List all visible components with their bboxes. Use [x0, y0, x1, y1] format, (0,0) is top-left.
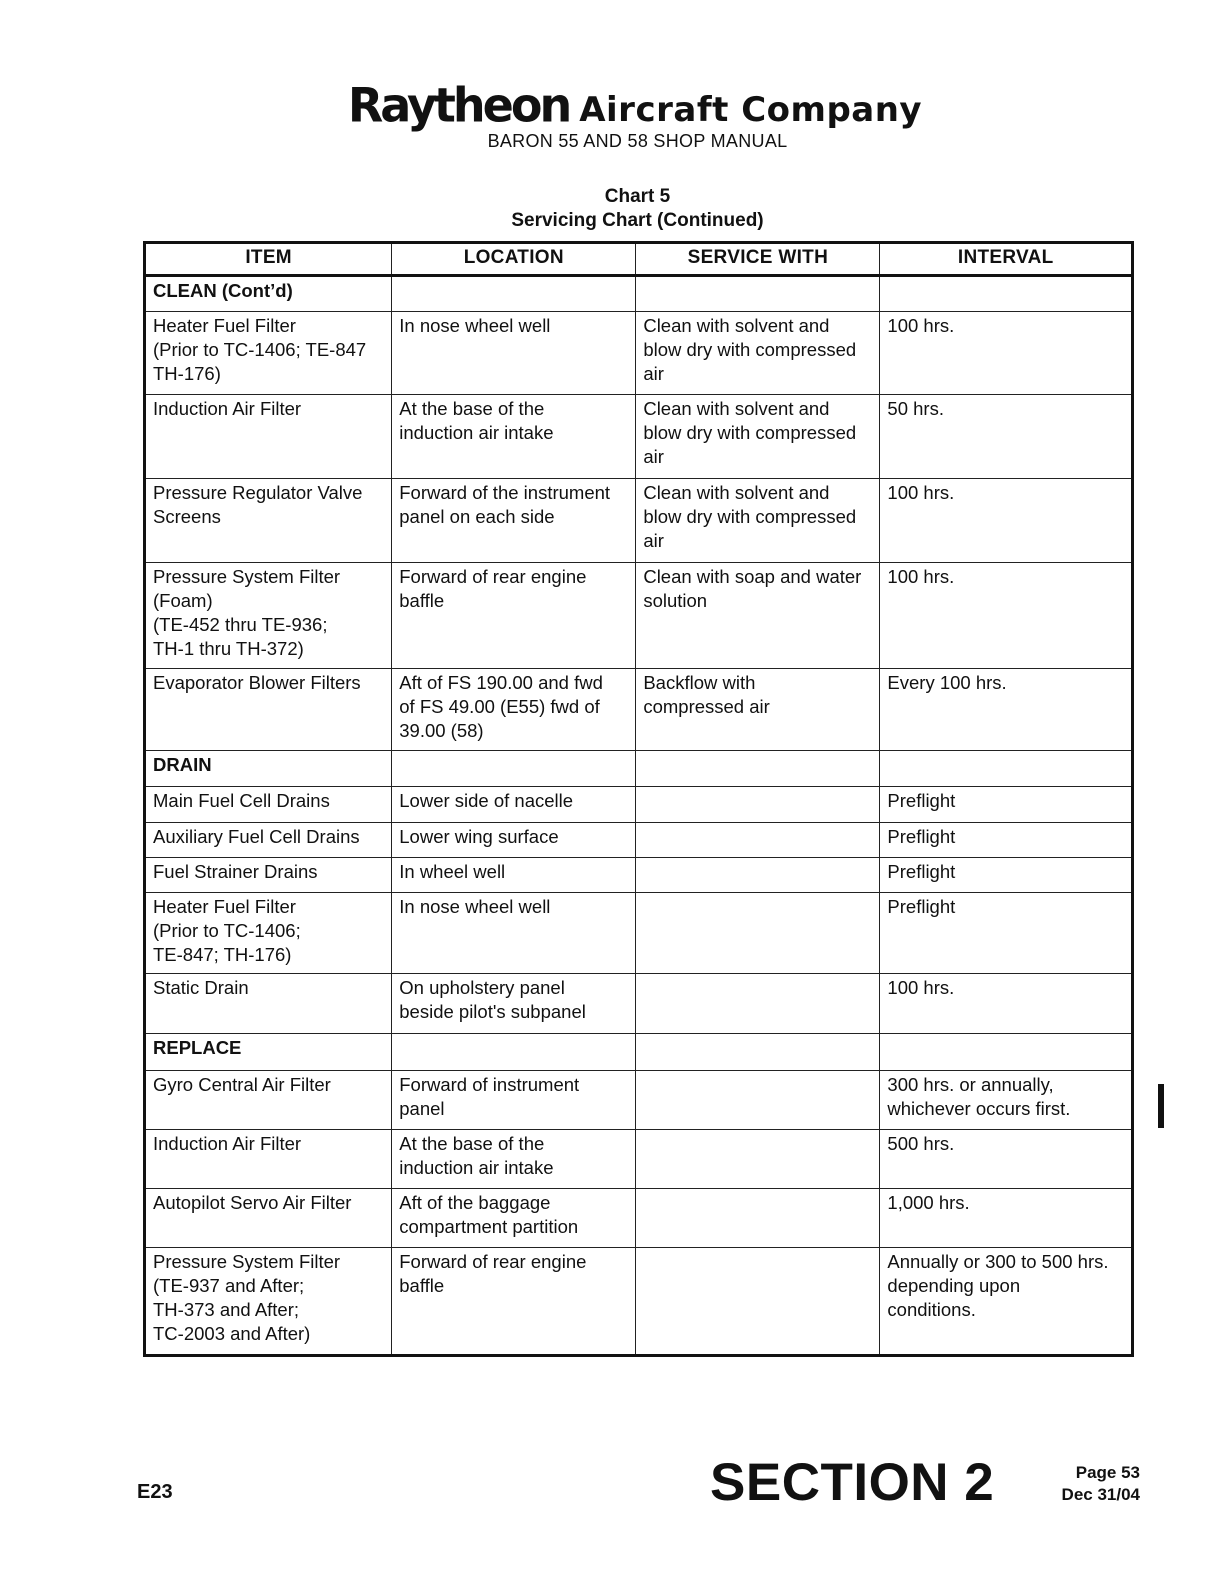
cell-interval: 300 hrs. or annually, whichever occurs first. [880, 1071, 1133, 1130]
cell-item: Auxiliary Fuel Cell Drains [145, 823, 392, 858]
cell-interval: 500 hrs. [880, 1130, 1133, 1189]
cell-item: Pressure System Filter (Foam) (TE-452 thru TE-936; TH-1 thru TH-372) [145, 563, 392, 669]
cell-interval: 100 hrs. [880, 312, 1133, 395]
footer-date: Dec 31/04 [1061, 1485, 1140, 1504]
cell-interval: 100 hrs. [880, 479, 1133, 563]
cell-item: Induction Air Filter [145, 395, 392, 479]
column-header-interval: INTERVAL [880, 243, 1133, 276]
table-row [145, 1071, 1133, 1130]
cell-item: Pressure System Filter (TE-937 and After; TH-373 and After; TC-2003 and After) [145, 1248, 392, 1356]
cell-item: Heater Fuel Filter (Prior to TC-1406; TE-847 TH-176) [145, 312, 392, 395]
cell-location: At the base of the induction air intake [392, 395, 636, 479]
cell-location: Forward of rear engine baffle [392, 563, 636, 669]
cell-service-with [636, 751, 880, 787]
cell-interval: Annually or 300 to 500 hrs. depending upon conditions. [880, 1248, 1133, 1356]
section-row [145, 276, 1133, 312]
column-header-service-with: SERVICE WITH [636, 243, 880, 276]
cell-interval: Preflight [880, 787, 1133, 823]
cell-location: On upholstery panel beside pilot's subpanel [392, 974, 636, 1034]
cell-interval: Preflight [880, 823, 1133, 858]
cell-interval: Every 100 hrs. [880, 669, 1133, 751]
table-row [145, 787, 1133, 823]
cell-interval: 100 hrs. [880, 563, 1133, 669]
table-row [145, 858, 1133, 893]
cell-interval: Preflight [880, 893, 1133, 974]
table-row [145, 1130, 1133, 1189]
cell-item: Gyro Central Air Filter [145, 1071, 392, 1130]
table-row [145, 823, 1133, 858]
cell-location: In nose wheel well [392, 312, 636, 395]
cell-location: Forward of the instrument panel on each side [392, 479, 636, 563]
cell-item: Main Fuel Cell Drains [145, 787, 392, 823]
cell-service-with [636, 823, 880, 858]
cell-item: Autopilot Servo Air Filter [145, 1189, 392, 1248]
cell-service-with [636, 1248, 880, 1356]
revision-change-bar [1158, 1084, 1164, 1128]
table-header-row [145, 243, 1133, 276]
cell-service-with [636, 1130, 880, 1189]
cell-service-with [636, 1189, 880, 1248]
cell-location: Lower wing surface [392, 823, 636, 858]
cell-location [392, 751, 636, 787]
cell-location [392, 1034, 636, 1071]
cell-location: Lower side of nacelle [392, 787, 636, 823]
chart-title: Servicing Chart (Continued) [511, 210, 764, 231]
cell-location: Forward of instrument panel [392, 1071, 636, 1130]
cell-location: In wheel well [392, 858, 636, 893]
cell-interval: 1,000 hrs. [880, 1189, 1133, 1248]
cell-service-with [636, 893, 880, 974]
cell-location [392, 276, 636, 312]
cell-service-with [636, 1071, 880, 1130]
brand-name: Raytheon [347, 77, 570, 133]
cell-item: Pressure Regulator Valve Screens [145, 479, 392, 563]
cell-item: DRAIN [145, 751, 392, 787]
company-logo [0, 78, 1220, 132]
cell-location: At the base of the induction air intake [392, 1130, 636, 1189]
cell-location: Forward of rear engine baffle [392, 1248, 636, 1356]
table-row [145, 1248, 1133, 1356]
footer-section: SECTION 2 [710, 1453, 995, 1512]
cell-item: Heater Fuel Filter (Prior to TC-1406; TE-847; TH-176) [145, 893, 392, 974]
cell-interval: 50 hrs. [880, 395, 1133, 479]
cell-location: Aft of FS 190.00 and fwd of FS 49.00 (E55) fwd of 39.00 (58) [392, 669, 636, 751]
footer-page-number: Page 53 [1075, 1463, 1140, 1482]
cell-item: CLEAN (Cont’d) [145, 276, 392, 312]
chart-number: Chart 5 [604, 186, 671, 207]
cell-service-with: Clean with solvent and blow dry with compressed air [636, 479, 880, 563]
cell-service-with: Clean with soap and water solution [636, 563, 880, 669]
table-row [145, 1189, 1133, 1248]
footer-code: E23 [137, 1481, 173, 1503]
cell-item: Evaporator Blower Filters [145, 669, 392, 751]
cell-interval [880, 1034, 1133, 1071]
column-header-item: ITEM [145, 243, 392, 276]
table-row [145, 479, 1133, 563]
cell-service-with [636, 974, 880, 1034]
cell-service-with [636, 1034, 880, 1071]
cell-item: REPLACE [145, 1034, 392, 1071]
cell-location: In nose wheel well [392, 893, 636, 974]
table-row [145, 974, 1133, 1034]
table-row [145, 312, 1133, 395]
cell-service-with: Backflow with compressed air [636, 669, 880, 751]
cell-service-with [636, 858, 880, 893]
cell-service-with [636, 276, 880, 312]
cell-service-with: Clean with solvent and blow dry with compressed air [636, 312, 880, 395]
column-header-location: LOCATION [392, 243, 636, 276]
table-row [145, 893, 1133, 974]
cell-interval: 100 hrs. [880, 974, 1133, 1034]
manual-title: BARON 55 AND 58 SHOP MANUAL [487, 131, 788, 151]
footer-page-info [1040, 1462, 1140, 1506]
cell-service-with [636, 787, 880, 823]
section-row [145, 1034, 1133, 1071]
cell-service-with: Clean with solvent and blow dry with compressed air [636, 395, 880, 479]
table-row [145, 563, 1133, 669]
cell-interval [880, 276, 1133, 312]
servicing-table [143, 241, 1134, 1357]
cell-item: Induction Air Filter [145, 1130, 392, 1189]
section-row [145, 751, 1133, 787]
cell-interval: Preflight [880, 858, 1133, 893]
table-row [145, 395, 1133, 479]
cell-location: Aft of the baggage compartment partition [392, 1189, 636, 1248]
cell-item: Static Drain [145, 974, 392, 1034]
cell-interval [880, 751, 1133, 787]
cell-item: Fuel Strainer Drains [145, 858, 392, 893]
company-name: Aircraft Company [579, 90, 923, 130]
table-row [145, 669, 1133, 751]
